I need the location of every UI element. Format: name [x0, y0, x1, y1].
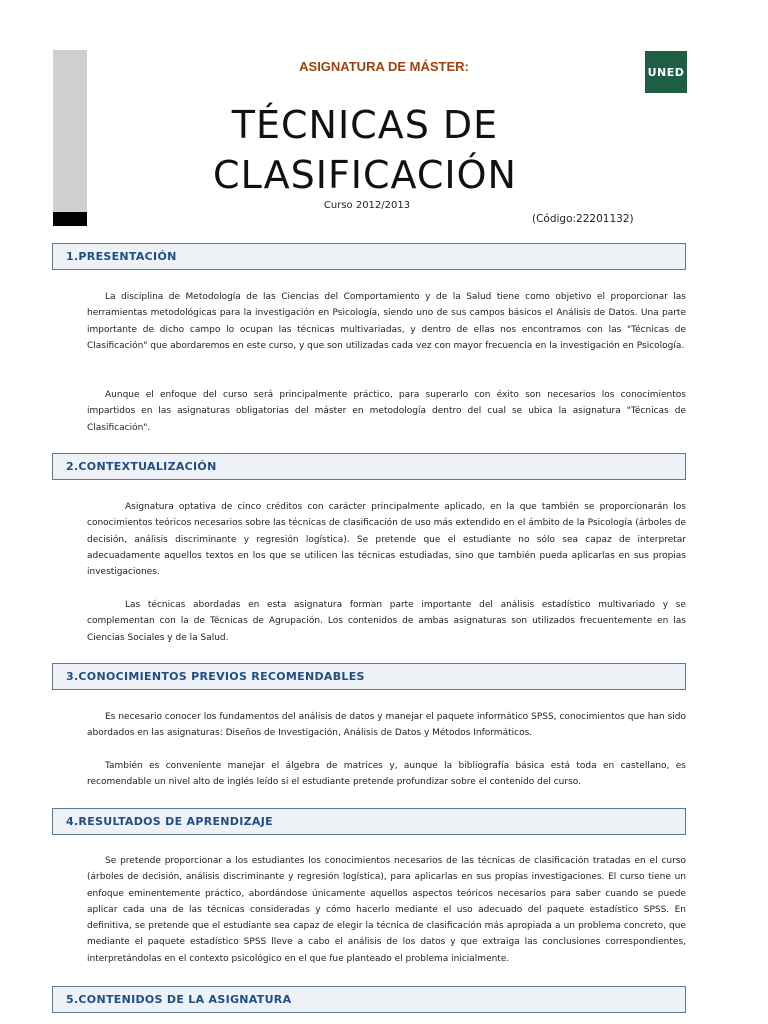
section-heading-text: 2.CONTEXTUALIZACIÓN: [66, 460, 217, 473]
section-heading-text: 4.RESULTADOS DE APRENDIZAJE: [66, 815, 273, 828]
section-heading-text: 5.CONTENIDOS DE LA ASIGNATURA: [66, 993, 292, 1006]
paragraph: Aunque el enfoque del curso será principalmente práctico, para superarlo con éxito son necesarios los conocimientos impartidos en las asignaturas obligatorias del máster en metodología dentro del cual se ubica la asignatura "Técnicas de Clasificación".: [87, 390, 686, 433]
paragraph: Asignatura optativa de cinco créditos con carácter principalmente aplicado, en la que también se proporcionarán los conocimientos teóricos necesarios sobre las técnicas de clasificación de uso más extendido en el ámbito de la Psicología (árboles de decisión, análisis discriminante y regresión logística). Se pretende que el estudiante no sólo sea capaz de interpretar adecuadamente aquellos textos en los que se utilicen las técnicas estudiadas, sino que también pueda aplicarlas en sus propias investigaciones.: [87, 502, 686, 578]
section-heading-contextualizacion: [52, 453, 686, 480]
section-heading-contenidos: [52, 986, 686, 1013]
paragraph: Es necesario conocer los fundamentos del análisis de datos y manejar el paquete informático SPSS, conocimientos que han sido abordados en las asignaturas: Diseños de Investigación, Análisis de Datos y Métodos Informáticos.: [87, 712, 686, 739]
paragraph: También es conveniente manejar el álgebra de matrices y, aunque la bibliografía básica está toda en castellano, es recomendable un nivel alto de inglés leído si el estudiante pretende profundizar sobre el contenido del curso.: [87, 761, 686, 788]
section-heading-text: 3.CONOCIMIENTOS PREVIOS RECOMENDABLES: [66, 670, 365, 683]
course-year: Curso 2012/2013: [323, 200, 411, 211]
section-heading-text: 1.PRESENTACIÓN: [66, 250, 177, 263]
section-heading-presentacion: [52, 243, 686, 270]
section-heading-resultados: [52, 808, 686, 835]
course-code: (Código:22201132): [532, 213, 634, 225]
paragraph: Se pretende proporcionar a los estudiantes los conocimientos necesarios de las técnicas de clasificación tratadas en el curso (árboles de decisión, análisis discriminante y regresión logística), para aplicarlas en sus propias investigaciones. El curso tiene un enfoque eminentemente práctico, abordándose únicamente aquellos aspectos teóricos necesarios para saber cuando se puede aplicar cada una de las técnicas consideradas y cómo hacerlo mediante el uso adecuado del paquete estadístico SPSS. En definitiva, se pretende que el estudiante sea capaz de elegir la técnica de clasificación más apropiada a un problema concreto, que mediante el paquete estadístico SPSS lleve a cabo el análisis de los datos y que extraiga las conclusiones correspondientes, interpretándolas en el contexto psicológico en el que fue planteado el problema inicialmente.: [87, 856, 686, 964]
uned-logo: UNED: [645, 51, 687, 93]
decorative-side-block: [53, 212, 87, 226]
paragraph: La disciplina de Metodología de las Ciencias del Comportamiento y de la Salud tiene como objetivo el proporcionar las herramientas metodológicas para la investigación en Psicología, siendo uno de sus campos básicos el Análisis de Datos. Una parte importante de dicho campo lo ocupan las técnicas multivariadas, y dentro de ellas nos encontramos con las "Técnicas de Clasificación" que abordaremos en este curso, y que son utilizadas cada vez con mayor frecuencia en la investigación en Psicología.: [87, 292, 686, 351]
page-title-line-1: TÉCNICAS DE: [231, 103, 499, 147]
paragraph: Las técnicas abordadas en esta asignatura forman parte importante del análisis estadístico multivariado y se complementan con la de Técnicas de Agrupación. Los contenidos de ambas asignaturas son utilizados frecuentemente en las Ciencias Sociales y de la Salud.: [87, 600, 686, 643]
subject-label: ASIGNATURA DE MÁSTER:: [299, 59, 469, 74]
page-title-line-2: CLASIFICACIÓN: [213, 153, 517, 197]
section-heading-conocimientos-previos: [52, 663, 686, 690]
